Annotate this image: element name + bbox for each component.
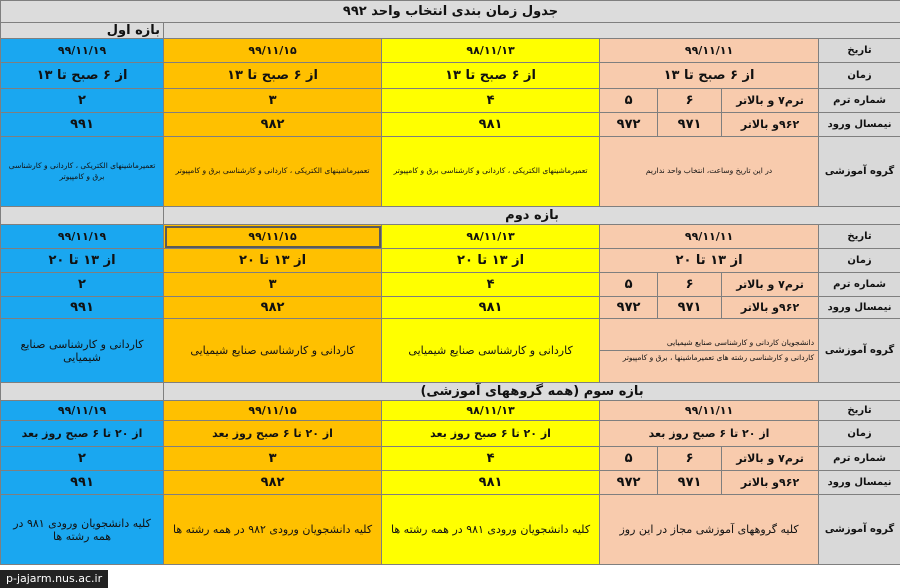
p1-time-4: از ۶ صبح تا ۱۳ (1, 63, 164, 89)
label-date: تاریخ (819, 401, 900, 421)
period-2-title: بازه دوم (164, 207, 900, 225)
p2-term-4: ۴ (382, 273, 600, 297)
p2-term-3: ۵ (600, 273, 658, 297)
p2-entry-1: ۹۶۲و بالاتر (722, 297, 819, 319)
label-time: زمان (819, 249, 900, 273)
p1-date-1: ۹۹/۱۱/۱۱ (600, 39, 819, 63)
label-date: تاریخ (819, 39, 900, 63)
p1-group-2: تعمیرماشینهای الکتریکی ، کاردانی و کارشناسی برق و کامپیوتر (382, 137, 600, 207)
p1-term-3: ۵ (600, 89, 658, 113)
p3-term-2: ۶ (658, 447, 722, 471)
p1-entry-1: ۹۶۲و بالاتر (722, 113, 819, 137)
p2-term-6: ۲ (1, 273, 164, 297)
p2-date-4: ۹۹/۱۱/۱۹ (1, 225, 164, 249)
p2-term-2: ۶ (658, 273, 722, 297)
p1-time-2: از ۶ صبح تا ۱۳ (382, 63, 600, 89)
label-date: تاریخ (819, 225, 900, 249)
p2-time-4: از ۱۳ تا ۲۰ (1, 249, 164, 273)
label-time: زمان (819, 63, 900, 89)
p2-term-5: ۳ (164, 273, 382, 297)
label-group: گروه آموزشی (819, 137, 900, 207)
p1-group-4: تعمیرماشینهای الکتریکی ، کاردانی و کارشناسی برق و کامپیوتر (1, 137, 164, 207)
label-group: گروه آموزشی (819, 319, 900, 383)
p1-entry-6: ۹۹۱ (1, 113, 164, 137)
p2-term-1: ترم۷ و بالاتر (722, 273, 819, 297)
label-time: زمان (819, 421, 900, 447)
p1-date-4: ۹۹/۱۱/۱۹ (1, 39, 164, 63)
p3-term-1: ترم۷ و بالاتر (722, 447, 819, 471)
p3-entry-2: ۹۷۱ (658, 471, 722, 495)
period-3-blank (1, 383, 164, 401)
p3-group-1: کلیه گروههای آموزشی مجاز در این روز (600, 495, 819, 565)
p3-time-3: از ۲۰ تا ۶ صبح روز بعد (164, 421, 382, 447)
p3-group-3: کلیه دانشجویان ورودی ۹۸۲ در همه رشته ها (164, 495, 382, 565)
period-3-title: بازه سوم (همه گروههای آموزشی) (164, 383, 900, 401)
label-entry: نیمسال ورود (819, 297, 900, 319)
p3-entry-1: ۹۶۲و بالاتر (722, 471, 819, 495)
p3-time-1: از ۲۰ تا ۶ صبح روز بعد (600, 421, 819, 447)
table-title: جدول زمان بندی انتخاب واحد ۹۹۲ (1, 1, 900, 23)
p1-term-6: ۲ (1, 89, 164, 113)
p1-term-4: ۴ (382, 89, 600, 113)
label-term: شماره ترم (819, 89, 900, 113)
p3-date-3: ۹۹/۱۱/۱۵ (164, 401, 382, 421)
p1-entry-2: ۹۷۱ (658, 113, 722, 137)
site-watermark: p-jajarm.nus.ac.ir (0, 570, 108, 588)
p2-group-3: کاردانی و کارشناسی صنایع شیمیایی (164, 319, 382, 383)
p2-time-2: از ۱۳ تا ۲۰ (382, 249, 600, 273)
p3-entry-6: ۹۹۱ (1, 471, 164, 495)
p1-group-1: در این تاریخ وساعت، انتخاب واحد نداریم (600, 137, 819, 207)
p2-group-1-bottom: کاردانی و کارشناسی رشته های تعمیرماشینها ، برق و کامپیوتر (622, 353, 815, 362)
p2-time-3: از ۱۳ تا ۲۰ (164, 249, 382, 273)
p3-entry-3: ۹۷۲ (600, 471, 658, 495)
p1-entry-3: ۹۷۲ (600, 113, 658, 137)
p2-date-3: ۹۹/۱۱/۱۵ (164, 225, 382, 249)
label-term: شماره ترم (819, 273, 900, 297)
p2-entry-5: ۹۸۲ (164, 297, 382, 319)
label-term: شماره ترم (819, 447, 900, 471)
p1-term-5: ۳ (164, 89, 382, 113)
period-2-blank (1, 207, 164, 225)
p2-group-2: کاردانی و کارشناسی صنایع شیمیایی (382, 319, 600, 383)
p3-date-1: ۹۹/۱۱/۱۱ (600, 401, 819, 421)
p3-date-4: ۹۹/۱۱/۱۹ (1, 401, 164, 421)
p2-group-1 (600, 319, 819, 383)
p3-group-2: کلیه دانشجویان ورودی ۹۸۱ در همه رشته ها (382, 495, 600, 565)
p1-entry-5: ۹۸۲ (164, 113, 382, 137)
p3-time-4: از ۲۰ تا ۶ صبح روز بعد (1, 421, 164, 447)
p1-group-3: تعمیرماشینهای الکتریکی ، کاردانی و کارشناسی برق و کامپیوتر (164, 137, 382, 207)
p2-entry-3: ۹۷۲ (600, 297, 658, 319)
p2-time-1: از ۱۳ تا ۲۰ (600, 249, 819, 273)
p2-group-4: کاردانی و کارشناسی صنایع شیمیایی (1, 319, 164, 383)
p2-entry-6: ۹۹۱ (1, 297, 164, 319)
p3-group-4: کلیه دانشجویان ورودی ۹۸۱ در همه رشته ها (1, 495, 164, 565)
label-entry: نیمسال ورود (819, 471, 900, 495)
p1-date-2: ۹۸/۱۱/۱۳ (382, 39, 600, 63)
label-group: گروه آموزشی (819, 495, 900, 565)
p3-term-6: ۲ (1, 447, 164, 471)
p1-time-3: از ۶ صبح تا ۱۳ (164, 63, 382, 89)
p3-term-5: ۳ (164, 447, 382, 471)
p3-term-4: ۴ (382, 447, 600, 471)
p1-term-2: ۶ (658, 89, 722, 113)
period-1-title: بازه اول (1, 23, 164, 39)
p2-group-1-top: دانشجویان کاردانی و کارشناسی صنایع شیمیایی (600, 336, 818, 351)
p1-term-1: ترم۷ و بالاتر (722, 89, 819, 113)
p3-term-3: ۵ (600, 447, 658, 471)
p2-date-2: ۹۸/۱۱/۱۳ (382, 225, 600, 249)
p1-entry-4: ۹۸۱ (382, 113, 600, 137)
p1-time-1: از ۶ صبح تا ۱۳ (600, 63, 819, 89)
p3-date-2: ۹۸/۱۱/۱۳ (382, 401, 600, 421)
p2-entry-4: ۹۸۱ (382, 297, 600, 319)
p3-time-2: از ۲۰ تا ۶ صبح روز بعد (382, 421, 600, 447)
p2-entry-2: ۹۷۱ (658, 297, 722, 319)
label-entry: نیمسال ورود (819, 113, 900, 137)
p3-entry-4: ۹۸۱ (382, 471, 600, 495)
p1-date-3: ۹۹/۱۱/۱۵ (164, 39, 382, 63)
p2-date-1: ۹۹/۱۱/۱۱ (600, 225, 819, 249)
p3-entry-5: ۹۸۲ (164, 471, 382, 495)
period-1-blank (164, 23, 900, 39)
